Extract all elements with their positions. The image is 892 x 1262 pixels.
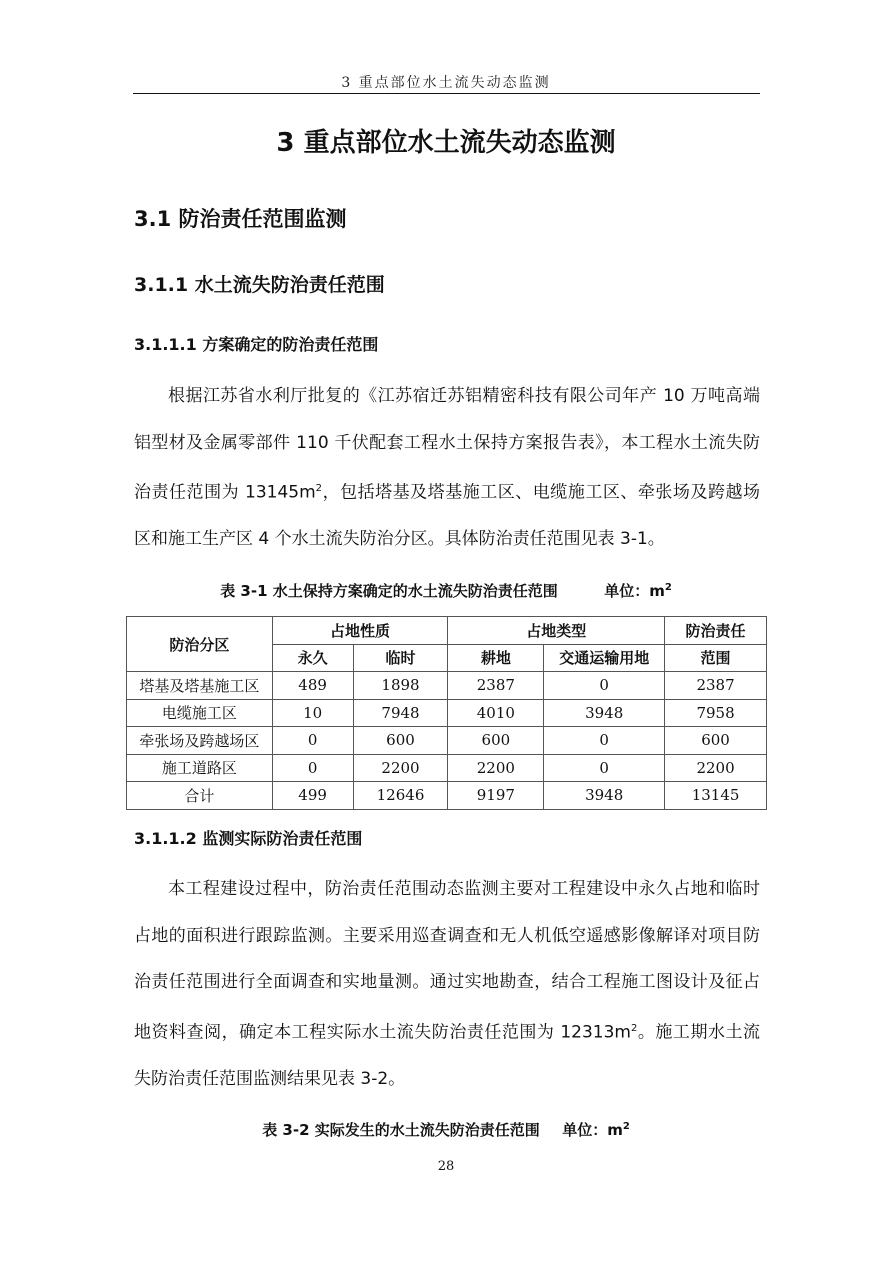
paragraph-2-text-b: 。施工期水土流失防治责任范围监测结果见表 3-2。	[134, 1022, 761, 1089]
paragraph-2	[134, 866, 760, 1102]
cell-temporary: 600	[353, 727, 448, 755]
header-resp-1: 防治责任	[665, 617, 767, 645]
header-temporary: 临时	[353, 644, 448, 672]
cell-resp: 7958	[665, 699, 767, 727]
table-1-caption-text: 表 3-1 水土保持方案确定的水土流失防治责任范围	[220, 582, 558, 600]
cell-resp: 600	[665, 727, 767, 755]
cell-permanent: 10	[272, 699, 353, 727]
cell-permanent: 0	[272, 727, 353, 755]
cell-zone: 施工道路区	[127, 754, 273, 782]
header-resp-2: 范围	[665, 644, 767, 672]
header-land-type: 占地类型	[448, 617, 665, 645]
cell-transport: 3948	[544, 699, 665, 727]
cell-transport: 0	[544, 672, 665, 700]
cell-resp: 2387	[665, 672, 767, 700]
section-heading: 3.1 防治责任范围监测	[134, 207, 347, 231]
chapter-title: 3 重点部位水土流失动态监测	[276, 128, 616, 158]
cell-farmland: 4010	[448, 699, 544, 727]
header-permanent: 永久	[272, 644, 353, 672]
header-land-nature: 占地性质	[272, 617, 448, 645]
table-row	[127, 754, 767, 782]
cell-permanent: 0	[272, 754, 353, 782]
table-1-unit-sup: 2	[664, 582, 672, 593]
table-2-unit: 单位：m	[562, 1121, 623, 1139]
header-rule	[133, 93, 760, 94]
page-number: 28	[437, 1159, 455, 1174]
table-row	[127, 672, 767, 700]
table-2-caption	[0, 1119, 892, 1140]
paragraph-2-sup: 2	[631, 1022, 638, 1034]
table-row	[127, 727, 767, 755]
cell-farmland: 2200	[448, 754, 544, 782]
cell-zone: 塔基及塔基施工区	[127, 672, 273, 700]
table-1-caption	[0, 580, 892, 601]
cell-transport: 0	[544, 727, 665, 755]
paragraph-1-sup: 2	[315, 483, 323, 494]
table-total-row	[127, 782, 767, 810]
cell-zone: 电缆施工区	[127, 699, 273, 727]
cell-temporary: 2200	[353, 754, 448, 782]
cell-zone: 牵张场及跨越场区	[127, 727, 273, 755]
table-2-unit-sup: 2	[622, 1121, 630, 1132]
cell-transport: 0	[544, 754, 665, 782]
header-zone: 防治分区	[127, 617, 273, 672]
running-header: 3 重点部位水土流失动态监测	[341, 75, 551, 91]
table-2-caption-text: 表 3-2 实际发生的水土流失防治责任范围	[262, 1121, 540, 1139]
paragraph-1	[134, 373, 760, 563]
cell-permanent: 499	[272, 782, 353, 810]
cell-temporary: 1898	[353, 672, 448, 700]
table-1-unit: 单位：m	[604, 582, 665, 600]
paragraph-1-text-b: ，包括塔基及塔基施工区、电缆施工区、牵张场及跨越场区和施工生产区 4 个水土流失防治分区。具体防治责任范围见表 3-1。	[134, 482, 760, 550]
cell-temporary: 12646	[353, 782, 448, 810]
cell-zone: 合计	[127, 782, 273, 810]
cell-transport: 3948	[544, 782, 665, 810]
table-1	[126, 616, 767, 810]
cell-farmland: 2387	[448, 672, 544, 700]
paragraph-2-text-a: 本工程建设过程中，防治责任范围动态监测主要对工程建设中永久占地和临时占地的面积进行跟踪监测。主要采用巡查调查和无人机低空遥感影像解译对项目防治责任范围进行全面调查和实地量测。通过实地勘查，结合工程施工图设计及征占地资料查阅，确定本工程实际水土流失防治责任范围为 12313m	[134, 879, 760, 1043]
table-header-row	[127, 617, 767, 645]
paragraph-1-text-a: 根据江苏省水利厅批复的《江苏宿迁苏铝精密科技有限公司年产 10 万吨高端铝型材及金属零部件 110 千伏配套工程水土保持方案报告表》，本工程水土流失防治责任范围为 13145m	[134, 386, 760, 503]
cell-permanent: 489	[272, 672, 353, 700]
subsubsection-heading-1: 3.1.1.1 方案确定的防治责任范围	[134, 335, 379, 354]
cell-farmland: 600	[448, 727, 544, 755]
cell-resp: 13145	[665, 782, 767, 810]
subsubsection-heading-2: 3.1.1.2 监测实际防治责任范围	[134, 829, 363, 848]
header-transport: 交通运输用地	[544, 644, 665, 672]
header-farmland: 耕地	[448, 644, 544, 672]
subsection-heading: 3.1.1 水土流失防治责任范围	[134, 274, 385, 296]
cell-resp: 2200	[665, 754, 767, 782]
table-row	[127, 699, 767, 727]
cell-farmland: 9197	[448, 782, 544, 810]
cell-temporary: 7948	[353, 699, 448, 727]
